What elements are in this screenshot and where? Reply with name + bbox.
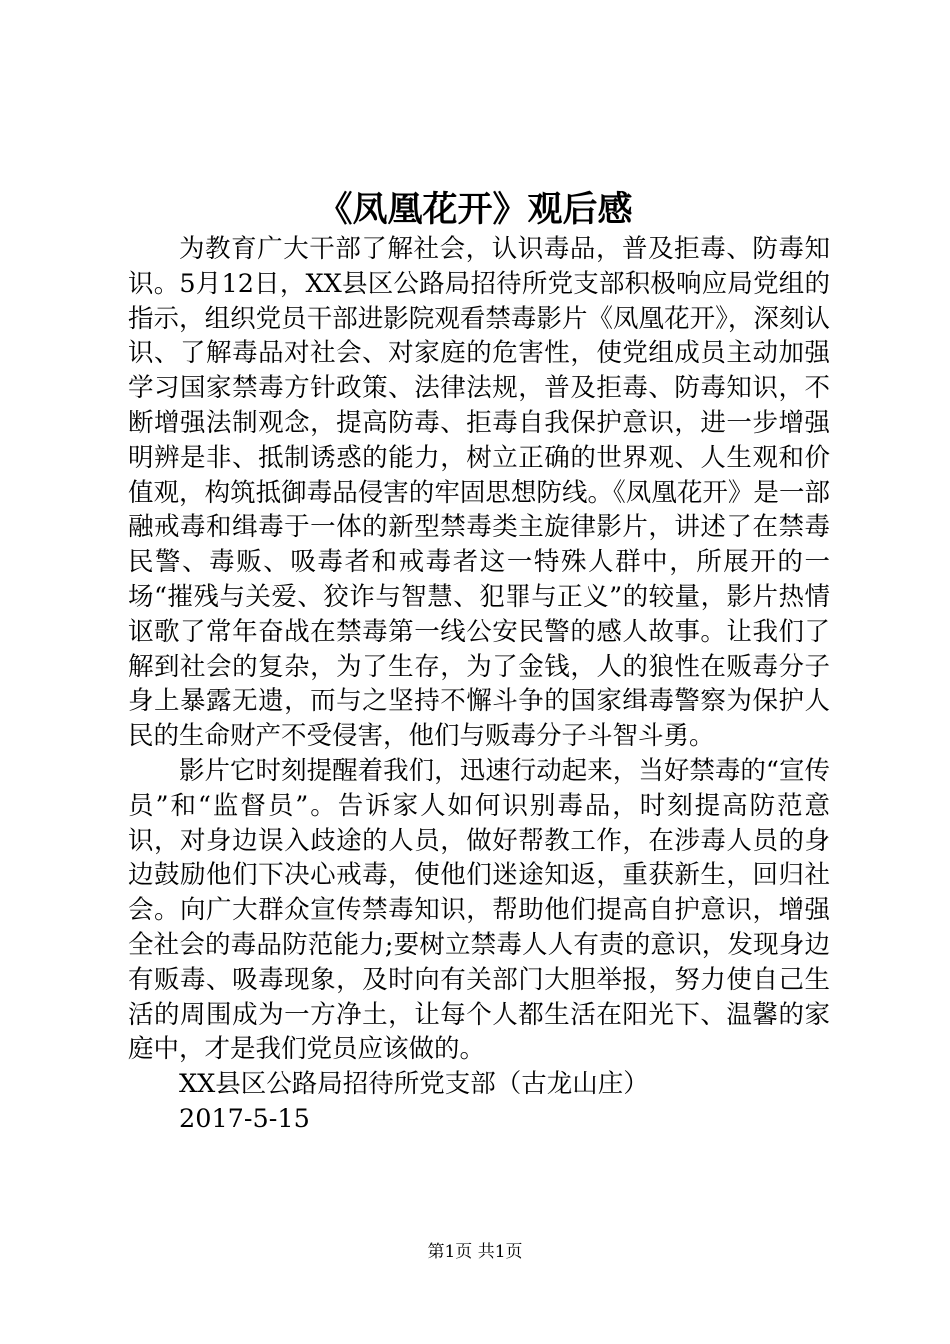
- paragraph-2: 影片它时刻提醒着我们，迅速行动起来，当好禁毒的“宣传员”和“监督员”。告诉家人如何识别毒品，时刻提高防范意识，对身边误入歧途的人员，做好帮教工作，在涉毒人员的身边鼓励他们下决心戒毒，使他们迷途知返，重获新生，回归社会。向广大群众宣传禁毒知识，帮助他们提高自护意识，增强全社会的毒品防范能力;要树立禁毒人人有责的意识，发现身边有贩毒、吸毒现象，及时向有关部门大胆举报，努力使自己生活的周围成为一方净土，让每个人都生活在阳光下、温馨的家庭中，才是我们党员应该做的。: [128, 755, 830, 1065]
- signature: XX县区公路局招待所党支部（古龙山庄）: [179, 1069, 649, 1100]
- page-number: 第1页 共1页: [427, 1242, 523, 1262]
- paragraph-1: 为教育广大干部了解社会，认识毒品，普及拒毒、防毒知识。5月12日，XX县区公路局招待所党支部积极响应局党组的指示，组织党员干部进影院观看禁毒影片《凤凰花开》，深刻认识、了解毒品对社会、对家庭的危害性，使党组成员主动加强学习国家禁毒方针政策、法律法规，普及拒毒、防毒知识，不断增强法制观念，提高防毒、拒毒自我保护意识，进一步增强明辨是非、抵制诱惑的能力，树立正确的世界观、人生观和价值观，构筑抵御毒品侵害的牢固思想防线。《凤凰花开》是一部融戒毒和缉毒于一体的新型禁毒类主旋律影片，讲述了在禁毒民警、毒贩、吸毒者和戒毒者这一特殊人群中，所展开的一场“摧残与关爱、狡诈与智慧、犯罪与正义”的较量，影片热情讴歌了常年奋战在禁毒第一线公安民警的感人故事。让我们了解到社会的复杂，为了生存，为了金钱，人的狼性在贩毒分子身上暴露无遗，而与之坚持不懈斗争的国家缉毒警察为保护人民的生命财产不受侵害，他们与贩毒分子斗智斗勇。: [128, 234, 830, 752]
- document-title: 《凤凰花开》观后感: [317, 189, 633, 230]
- date: 2017-5-15: [179, 1103, 310, 1134]
- document-body: [128, 232, 830, 1137]
